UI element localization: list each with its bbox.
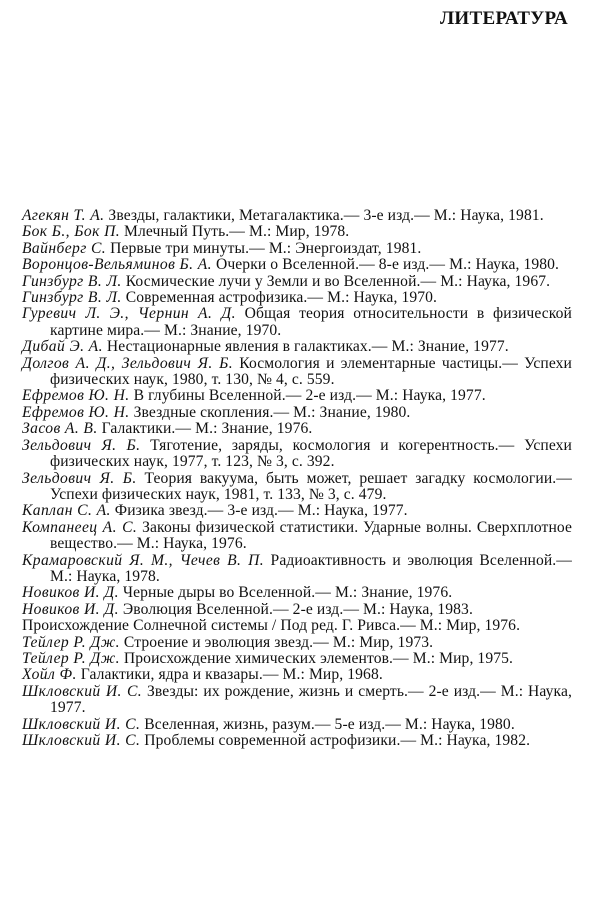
reference-item: [22, 733, 572, 749]
reference-item: [22, 388, 572, 404]
reference-text: Космические лучи у Земли и во Вселенной.— М.: Наука, 1967.: [121, 272, 551, 290]
reference-author: Шкловский И. С.: [22, 715, 141, 733]
reference-item: [22, 224, 572, 240]
reference-author: Ефремов Ю. Н.: [22, 403, 130, 421]
reference-author: Гинзбург В. Л.: [22, 289, 122, 307]
reference-author: Новиков И. Д.: [22, 584, 119, 602]
reference-text: Черные дыры во Вселенной.— М.: Знание, 1976.: [118, 584, 453, 602]
reference-item: [22, 553, 572, 586]
reference-item: [22, 520, 572, 553]
reference-text: Общая теория относительности в физической картине мира.— М.: Знание, 1970.: [50, 305, 572, 339]
reference-item: [22, 257, 572, 273]
reference-text: Законы физической статистики. Ударные волны. Сверхплотное вещество.— М.: Наука, 1976.: [50, 518, 573, 553]
reference-author: Дибай Э. А.: [22, 338, 103, 356]
reference-author: Шкловский И. С.: [22, 732, 141, 749]
reference-author: Гуревич Л. Э., Чернин А. Д.: [22, 305, 236, 323]
reference-text: Строение и эволюция звезд.— М.: Мир, 1973.: [119, 633, 434, 651]
reference-text: Тяготение, заряды, космология и когерентность.— Успехи физических наук, 1977, т. 123, № 3, с. 392.: [50, 436, 572, 471]
reference-author: Новиков И. Д.: [22, 600, 119, 618]
reference-text: Млечный Путь.— М.: Мир, 1978.: [120, 223, 350, 241]
reference-author: Воронцов-Вельяминов Б. А.: [22, 256, 212, 274]
reference-text: Космология и элементарные частицы.— Успехи физических наук, 1980, т. 130, № 4, с. 559.: [50, 354, 572, 389]
reference-item: [22, 421, 572, 437]
reference-item: [22, 635, 572, 651]
reference-text: Звездные скопления.— М.: Знание, 1980.: [129, 403, 411, 421]
reference-item: [22, 208, 572, 224]
reference-item: [22, 585, 572, 601]
page-title: ЛИТЕРАТУРА: [439, 8, 568, 29]
reference-text: Звезды: их рождение, жизнь и смерть.— 2-е изд.— М.: Наука, 1977.: [50, 682, 572, 717]
reference-text: Галактики, ядра и квазары.— М.: Мир, 1968.: [76, 666, 383, 684]
reference-list: [22, 208, 572, 749]
reference-author: Долгов А. Д., Зельдович Я. Б.: [22, 354, 234, 372]
reference-author: Хойл Ф.: [22, 666, 77, 684]
reference-author: Агекян Т. А.: [22, 207, 105, 224]
reference-author: Каплан С. А.: [22, 502, 111, 520]
reference-item: [22, 290, 572, 306]
reference-item: [22, 438, 572, 471]
reference-item: [22, 241, 572, 257]
reference-author: Вайнберг С.: [22, 239, 107, 257]
reference-text: Современная астрофизика.— М.: Наука, 1970.: [121, 289, 438, 307]
reference-item: [22, 405, 572, 421]
reference-author: Засов А. В.: [22, 420, 98, 438]
reference-text: В глубины Вселенной.— 2-е изд.— М.: Наука, 1977.: [129, 387, 486, 405]
reference-text: Вселенная, жизнь, разум.— 5-е изд.— М.: Наука, 1980.: [140, 715, 515, 733]
reference-author: Зельдович Я. Б.: [22, 469, 137, 487]
reference-text: Эволюция Вселенной.— 2-е изд.— М.: Наука, 1983.: [118, 600, 473, 618]
reference-item: [22, 684, 572, 717]
reference-text: Проблемы современной астрофизики.— М.: Наука, 1982.: [140, 732, 531, 749]
reference-item: [22, 274, 572, 290]
reference-text: Нестационарные явления в галактиках.— М.: Знание, 1977.: [102, 338, 509, 356]
reference-item: [22, 503, 572, 519]
reference-text: Звезды, галактики, Метагалактика.— 3-е изд.— М.: Наука, 1981.: [104, 207, 544, 224]
reference-text: Физика звезд.— 3-е изд.— М.: Наука, 1977.: [110, 502, 408, 520]
reference-author: Ефремов Ю. Н.: [22, 387, 130, 405]
reference-item: [22, 471, 572, 504]
reference-text: Происхождение Солнечной системы / Под ред. Г. Ривса.— М.: Мир, 1976.: [22, 617, 521, 635]
reference-author: Тейлер Р. Дж.: [22, 633, 120, 651]
reference-author: Шкловский И. С.: [22, 682, 143, 700]
reference-text: Первые три минуты.— М.: Энергоиздат, 1981.: [106, 239, 422, 257]
reference-author: Компанеец А. С.: [22, 518, 138, 536]
reference-item: [22, 651, 572, 667]
reference-author: Тейлер Р. Дж.: [22, 649, 120, 667]
reference-author: Бок Б., Бок П.: [22, 223, 121, 241]
reference-author: Крамаровский Я. М., Чечев В. П.: [22, 551, 265, 569]
reference-item: [22, 717, 572, 733]
reference-item: [22, 667, 572, 683]
reference-text: Галактики.— М.: Знание, 1976.: [97, 420, 313, 438]
reference-author: Гинзбург В. Л.: [22, 272, 122, 290]
reference-text: Происхождение химических элементов.— М.: Мир, 1975.: [119, 649, 514, 667]
reference-item: [22, 306, 572, 339]
reference-item: [22, 356, 572, 389]
reference-item: [22, 618, 572, 634]
reference-item: [22, 339, 572, 355]
reference-text: Теория вакуума, быть может, решает загадку космологии.— Успехи физических наук, 1981, т. 133, № 3, с. 479.: [50, 469, 572, 503]
reference-text: Очерки о Вселенной.— 8-е изд.— М.: Наука, 1980.: [211, 256, 560, 274]
reference-author: Зельдович Я. Б.: [22, 436, 141, 454]
reference-item: [22, 602, 572, 618]
reference-text: Радиоактивность и эволюция Вселенной.— М.: Наука, 1978.: [50, 551, 572, 585]
